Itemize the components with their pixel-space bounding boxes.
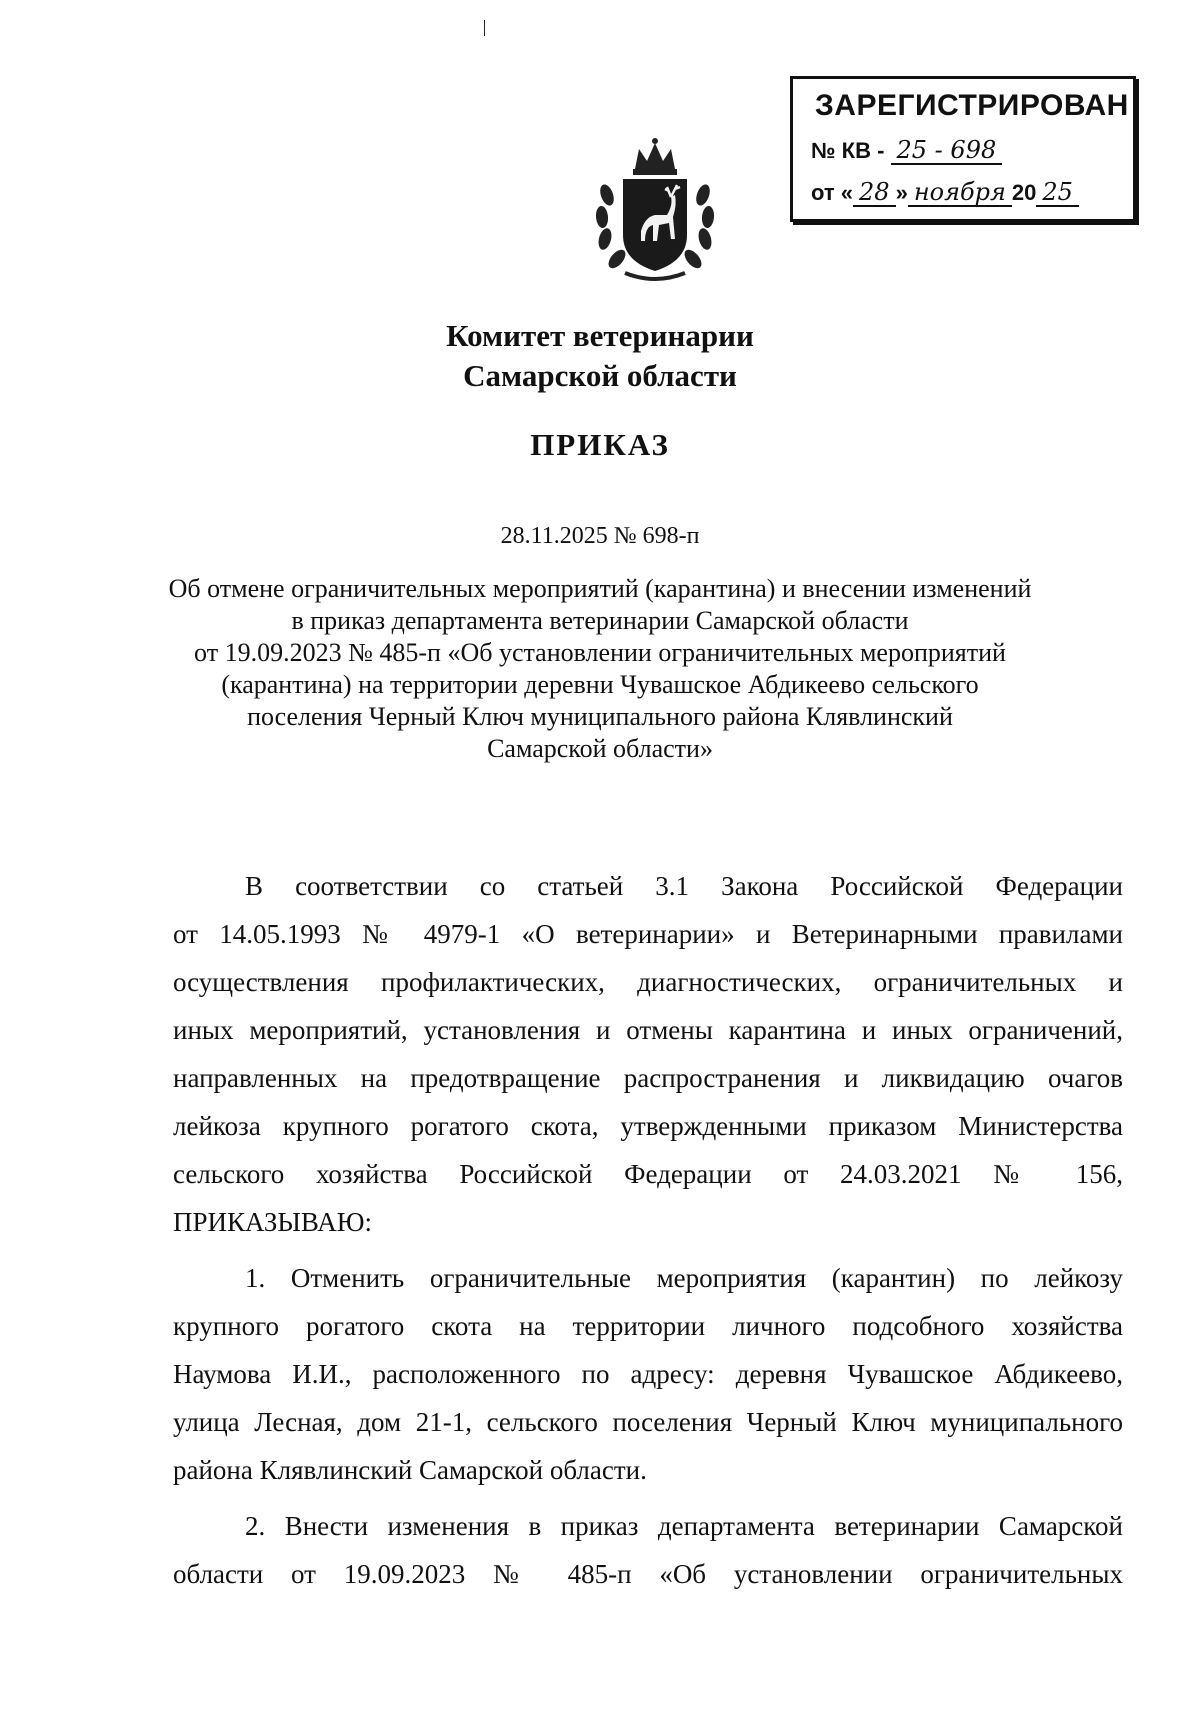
organization-name-line1: Комитет ветеринарии: [446, 318, 754, 353]
stamp-date-month: ноября: [908, 179, 1012, 207]
subject-line: Самарской области»: [487, 734, 713, 763]
body-line: В соответствии со статьей 3.1 Закона Российской Федерации: [245, 871, 1123, 901]
subject-line: в приказ департамента ветеринарии Самарской области: [291, 606, 909, 635]
subject-line: от 19.09.2023 № 485-п «Об установлении ограничительных мероприятий: [194, 638, 1006, 667]
body-line: области от 19.09.2023 № 485-п «Об установлении ограничительных: [173, 1559, 1123, 1589]
scan-mark: [484, 20, 485, 36]
stamp-number-handwritten: 25 - 698: [891, 137, 1003, 165]
stamp-title: ЗАРЕГИСТРИРОВАН: [815, 89, 1129, 122]
body-line: иных мероприятий, установления и отмены карантина и иных ограничений,: [173, 1015, 1123, 1045]
stamp-number-line: [811, 137, 1002, 165]
samara-coat-of-arms-icon: [585, 135, 725, 285]
body-line: лейкоза крупного рогатого скота, утвержденными приказом Министерства: [173, 1111, 1123, 1141]
document-subject: [150, 573, 1050, 765]
body-line: 2. Внести изменения в приказ департамента ветеринарии Самарской: [245, 1511, 1123, 1541]
preamble-paragraph: [173, 862, 1123, 1246]
body-line: крупного рогатого скота на территории личного подсобного хозяйства: [173, 1311, 1123, 1341]
body-line: ПРИКАЗЫВАЮ:: [173, 1207, 372, 1237]
subject-line: поселения Черный Ключ муниципального района Клявлинский: [247, 702, 953, 731]
stamp-date-mid: »: [895, 180, 908, 205]
stamp-date-line: [811, 179, 1079, 207]
item-2-paragraph: [173, 1502, 1123, 1598]
body-line: сельского хозяйства Российской Федерации от 24.03.2021 № 156,: [173, 1159, 1123, 1189]
stamp-number-prefix: № КВ -: [811, 138, 885, 163]
body-line: направленных на предотвращение распространения и ликвидацию очагов: [173, 1063, 1123, 1093]
body-line: улица Лесная, дом 21-1, сельского поселения Черный Ключ муниципального: [173, 1407, 1123, 1437]
stamp-date-prefix: от «: [811, 180, 854, 205]
document-type: ПРИКАЗ: [530, 427, 670, 462]
document-body: [173, 862, 1123, 1598]
body-line: 1. Отменить ограничительные мероприятия (карантин) по лейкозу: [245, 1263, 1123, 1293]
body-line: осуществления профилактических, диагностических, ограничительных и: [173, 967, 1123, 997]
body-line: от 14.05.1993 № 4979-1 «О ветеринарии» и Ветеринарными правилами: [173, 919, 1123, 949]
organization-name-line2: Самарской области: [463, 358, 737, 393]
body-line: района Клявлинский Самарской области.: [173, 1455, 647, 1485]
registration-stamp: [790, 76, 1136, 222]
stamp-date-year-suffix: 25: [1036, 179, 1079, 207]
stamp-date-day: 28: [853, 179, 896, 207]
item-1-paragraph: [173, 1254, 1123, 1494]
stamp-date-year-prefix: 20: [1011, 180, 1037, 205]
body-line: Наумова И.И., расположенного по адресу: деревня Чувашское Абдикеево,: [173, 1359, 1123, 1389]
document-date-number: 28.11.2025 № 698-п: [500, 523, 700, 549]
subject-line: Об отмене ограничительных мероприятий (карантина) и внесении изменений: [168, 574, 1032, 603]
subject-line: (карантина) на территории деревни Чувашское Абдикеево сельского: [221, 670, 979, 699]
